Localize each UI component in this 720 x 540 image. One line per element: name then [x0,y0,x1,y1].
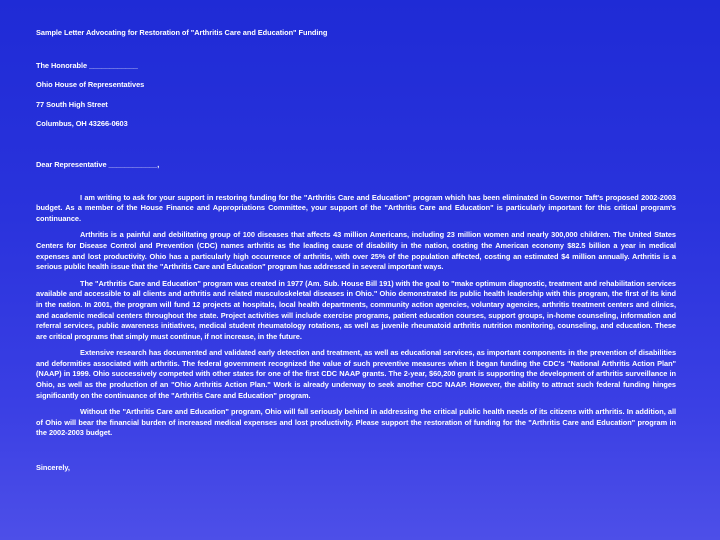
closing: Sincerely, [36,463,70,473]
address-line-city: Columbus, OH 43266-0603 [36,119,128,129]
address-line-street: 77 South High Street [36,99,108,109]
address-line-office: Ohio House of Representatives [36,80,145,90]
body-paragraph: Arthritis is a painful and debilitating group of 100 diseases that affects 43 million Americans, including 23 million women and nearly 300,000 children. The United States Centers for Disease Control and Prevention (CDC) names arthritis as the leading cause of disability in the nation, costing the American economy $82.5 billion a year in medical expenses and lost productivity. Ohio has a particularly high occurrence of arthritis, with over 25% of the population affected, costing an estimated $4 million annually. Arthritis is a serious public health issue that the "Arthritis Care and Education" program has addressed in several important ways. [36,230,676,272]
recipient-address [36,61,676,130]
body-paragraph: Extensive research has documented and validated early detection and treatment, as well as educational services, as important components in the prevention of disabilities and deformities associated with arthritis. The federal government recognized the value of such preventive measures when it began funding the CDC's "National Arthritis Action Plan" (NAAP) in 1999. Ohio successively competed with other states for one of the first CDC NAAP grants. The 2-year, $60,200 grant is supporting the development of arthritis surveillance in Ohio, as well as the production of an "Ohio Arthritis Action Plan." Work is already underway to seek another CDC NAAP. However, the ability to attract such federal funding hinges significantly on the continuance of the "Arthritis Care and Education" program. [36,348,676,400]
body-paragraph: Without the "Arthritis Care and Education" program, Ohio will fall seriously behind in addressing the critical public health needs of its citizens with arthritis. In addition, all of Ohio will bear the financial burden of increased medical expenses and lost productivity. Please support the restoration of funding for the "Arthritis Care and Education" program in the 2002-2003 budget. [36,407,676,438]
address-line-recipient: The Honorable ____________ [36,60,138,70]
letter-document [36,28,676,474]
letter-title: Sample Letter Advocating for Restoration of "Arthritis Care and Education" Funding [36,28,328,37]
salutation: Dear Representative ____________, [36,159,160,169]
body-paragraph: I am writing to ask for your support in restoring funding for the "Arthritis Care and Education" program which has been eliminated in Governor Taft's proposed 2002-2003 budget. As a member of the House Finance and Appropriations Committee, your support of the "Arthritis Care and Education" is particularly important for this critical program's continuance. [36,192,676,223]
body-paragraph: The "Arthritis Care and Education" program was created in 1977 (Am. Sub. House Bill 191) with the goal to "make optimum diagnostic, treatment and rehabilitation services available and accessible to all clients and arthritis and related musculoskeletal diseases in Ohio." Ohio demonstrated its public health leadership with this program, the first of its kind in the nation. In 2001, the program will fund 12 projects at hospitals, local health departments, community action agencies, voluntary agencies, arthritis treatment centers and clinics, and academic medical centers throughout the state. Project activities will include exercise programs, patient education courses, support groups, in-home counseling, information and referral services, public awareness initiatives, medical student rheumatology rotations, as well as juvenile rheumatoid arthritis nutrition monitoring, counseling, and education. These are critical programs that simply must continue, if not increase, in the future. [36,278,676,341]
